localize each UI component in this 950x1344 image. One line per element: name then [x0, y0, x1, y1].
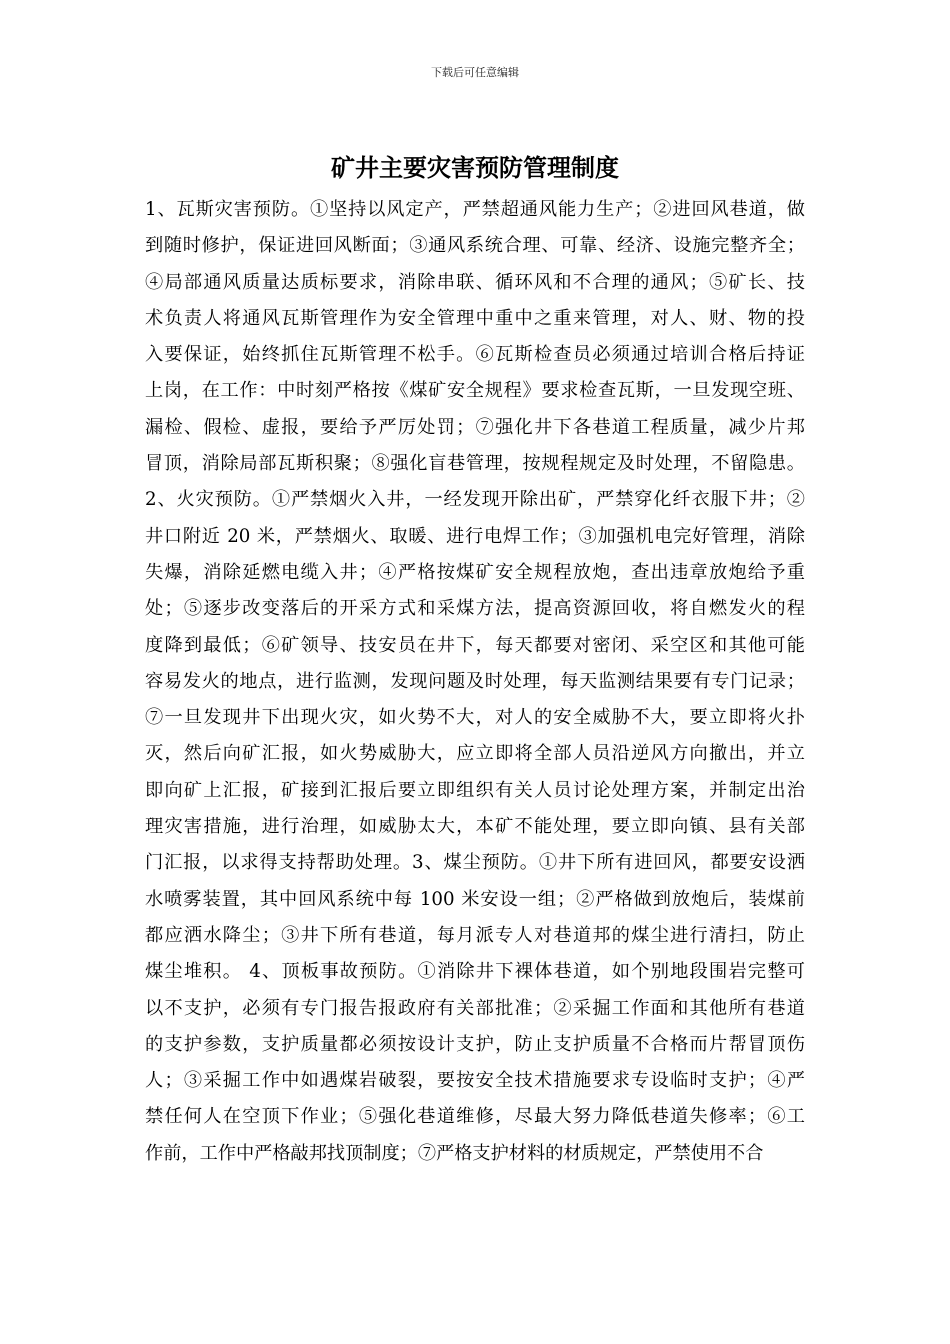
text-line: 上岗，在工作：中时刻严格按《煤矿安全规程》要求检查瓦斯，一旦发现空班、	[145, 380, 805, 402]
text-line: 以不支护，必须有专门报告报政府有关部批准；②采掘工作面和其他所有巷道	[145, 997, 805, 1019]
text-line: 煤尘堆积。 4、顶板事故预防。①消除井下裸体巷道，如个别地段围岩完整可	[145, 961, 805, 983]
text-line: 失爆，消除延燃电缆入井；④严格按煤矿安全规程放炮，查出违章放炮给予重	[145, 561, 805, 583]
text-line: 2、火灾预防。①严禁烟火入井，一经发现开除出矿，严禁穿化纤衣服下井；②	[145, 489, 805, 511]
text-line: 漏检、假检、虚报，要给予严厉处罚；⑦强化井下各巷道工程质量，减少片邦	[145, 416, 805, 438]
text-line: 禁任何人在空顶下作业；⑤强化巷道维修，尽最大努力降低巷道失修率；⑥工	[145, 1106, 805, 1128]
text-line: 度降到最低；⑥矿领导、技安员在井下，每天都要对密闭、采空区和其他可能	[145, 634, 805, 656]
text-line: 人；③采掘工作中如遇煤岩破裂，要按安全技术措施要求专设临时支护；④严	[145, 1070, 805, 1092]
text-line: 井口附近 20 米，严禁烟火、取暖、进行电焊工作；③加强机电完好管理，消除	[145, 525, 805, 547]
text-line: 冒顶，消除局部瓦斯积聚；⑧强化盲巷管理，按规程规定及时处理，不留隐患。	[145, 453, 805, 475]
document-title: 矿井主要灾害预防管理制度	[331, 153, 619, 182]
text-line: ⑦一旦发现井下出现火灾，如火势不大，对人的安全威胁不大，要立即将火扑	[145, 707, 805, 729]
body-text	[145, 192, 805, 1172]
text-line: 即向矿上汇报，矿接到汇报后要立即组织有关人员讨论处理方案，并制定出治	[145, 779, 805, 801]
text-line: 1、瓦斯灾害预防。①坚持以风定产，严禁超通风能力生产；②进回风巷道，做	[145, 199, 805, 220]
text-line: 都应洒水降尘；③井下所有巷道，每月派专人对巷道邦的煤尘进行清扫，防止	[145, 924, 805, 946]
text-line: 水喷雾装置，其中回风系统中每 100 米安设一组；②严格做到放炮后，装煤前	[145, 888, 805, 910]
text-line: 理灾害措施，进行治理，如威胁太大，本矿不能处理，要立即向镇、县有关部	[145, 816, 805, 838]
text-line: 的支护参数，支护质量都必须按设计支护，防止支护质量不合格而片帮冒顶伤	[145, 1033, 805, 1055]
text-line: 入要保证，始终抓住瓦斯管理不松手。⑥瓦斯检查员必须通过培训合格后持证	[145, 344, 805, 366]
text-line: 术负责人将通风瓦斯管理作为安全管理中重中之重来管理，对人、财、物的投	[145, 307, 805, 329]
text-line: 灭，然后向矿汇报，如火势威胁大，应立即将全部人员沿逆风方向撤出，并立	[145, 743, 805, 765]
text-line: ④局部通风质量达质标要求，消除串联、循环风和不合理的通风；⑤矿长、技	[145, 271, 805, 293]
text-line: 门汇报，以求得支持帮助处理。3、煤尘预防。①井下所有进回风，都要安设洒	[145, 852, 805, 874]
text-line: 处；⑤逐步改变落后的开采方式和采煤方法，提高资源回收，将自燃发火的程	[145, 598, 805, 620]
header-note: 下载后可任意编辑	[431, 66, 519, 79]
text-line: 作前，工作中严格敲邦找顶制度；⑦严格支护材料的材质规定，严禁使用不合	[145, 1142, 764, 1164]
text-line: 容易发火的地点，进行监测，发现问题及时处理，每天监测结果要有专门记录；	[145, 670, 805, 692]
text-line: 到随时修护，保证进回风断面；③通风系统合理、可靠、经济、设施完整齐全；	[145, 235, 805, 257]
